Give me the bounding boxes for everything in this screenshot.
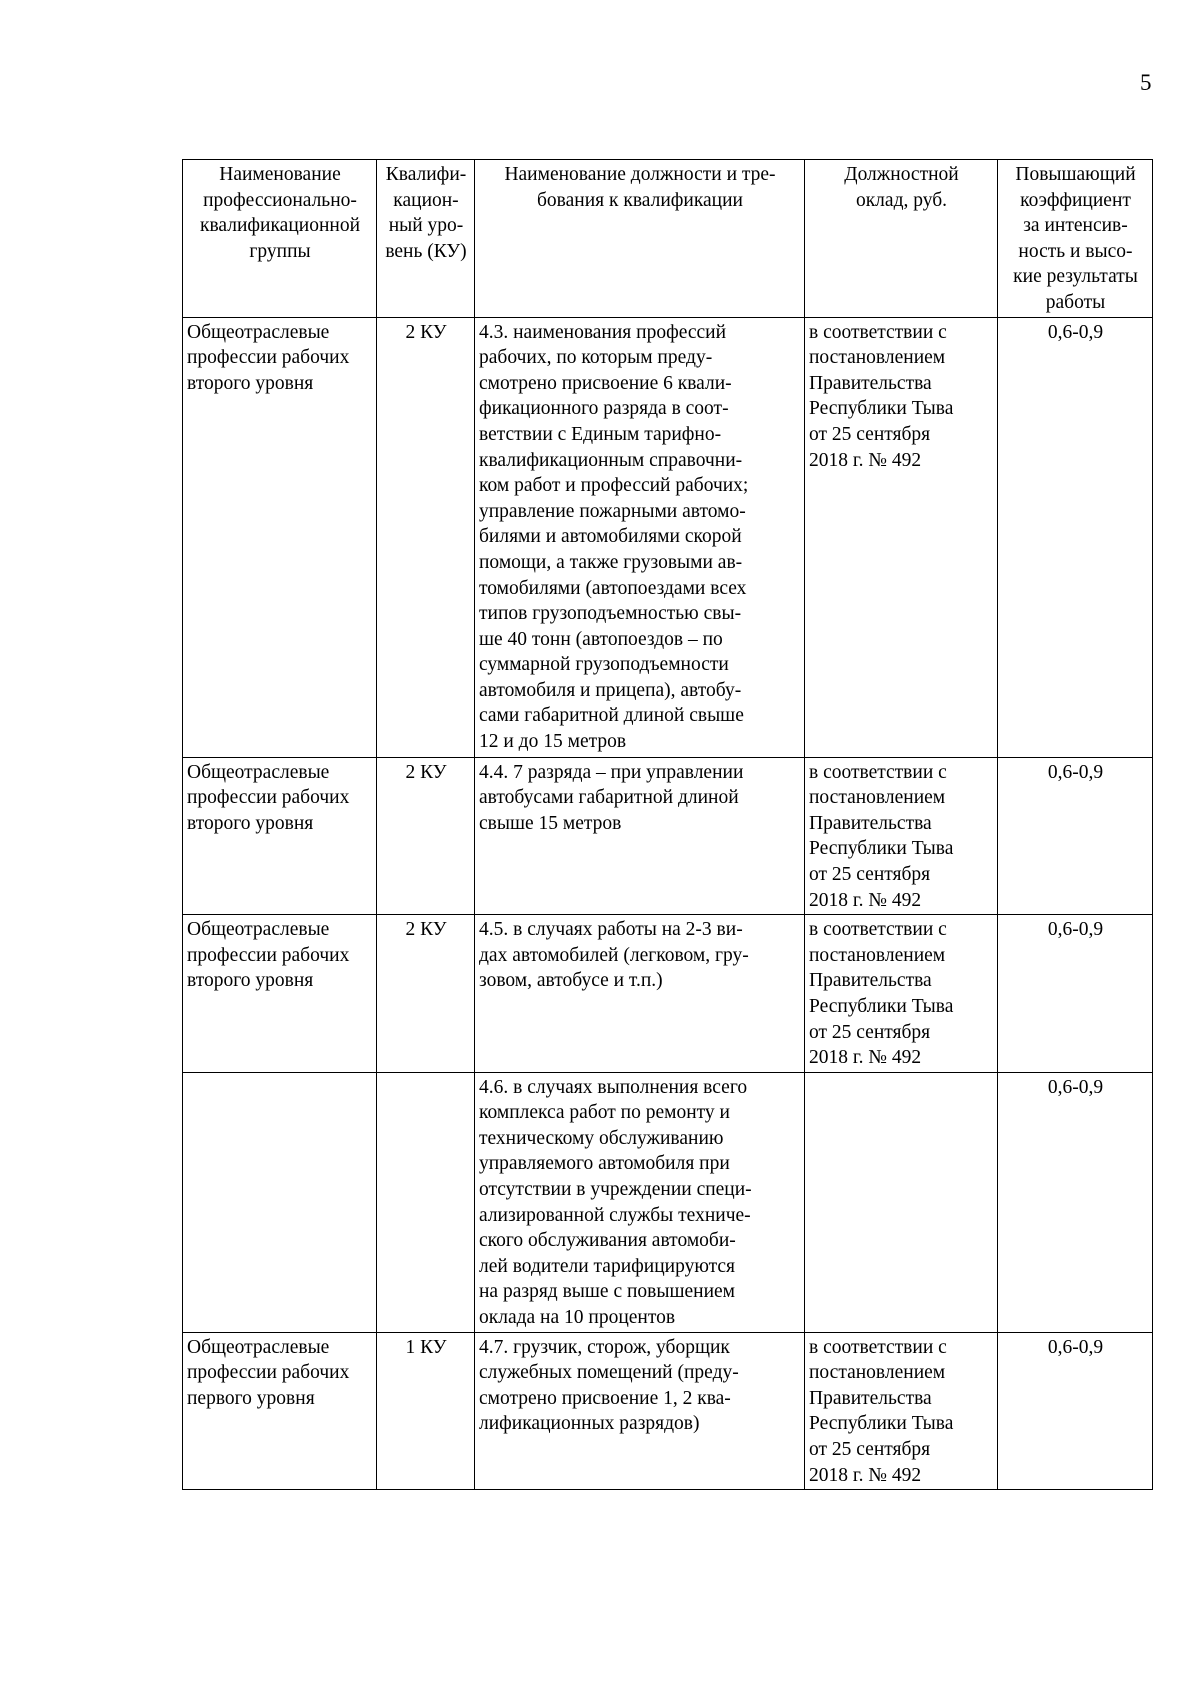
header-group: Наименование профессионально- квалификационной группы xyxy=(183,160,377,318)
cell-coefficient: 0,6-0,9 xyxy=(998,1332,1153,1490)
cell-position: 4.6. в случаях выполнения всего комплекса работ по ремонту и техническому обслуживанию управляемого автомобиля при отсутствии в учреждении специ- ализированной службы техниче- ского обслуживания автомоби- лей водители тарифицируются на разряд выше с повышением оклада на 10 процентов xyxy=(475,1072,805,1332)
cell-group xyxy=(183,1072,377,1332)
table-header-row xyxy=(183,160,1153,318)
cell-level: 1 КУ xyxy=(377,1332,475,1490)
cell-coefficient: 0,6-0,9 xyxy=(998,757,1153,915)
table-row xyxy=(183,1332,1153,1490)
table-row xyxy=(183,757,1153,915)
cell-position: 4.5. в случаях работы на 2-3 ви- дах автомобилей (легковом, гру- зовом, автобусе и т.п.) xyxy=(475,915,805,1073)
cell-position: 4.7. грузчик, сторож, уборщик служебных помещений (преду- смотрено присвоение 1, 2 ква- лификационных разрядов) xyxy=(475,1332,805,1490)
header-position: Наименование должности и тре- бования к квалификации xyxy=(475,160,805,318)
cell-salary xyxy=(805,1072,998,1332)
header-salary: Должностной оклад, руб. xyxy=(805,160,998,318)
cell-group: Общеотраслевые профессии рабочих первого уровня xyxy=(183,1332,377,1490)
table-row xyxy=(183,915,1153,1073)
cell-salary: в соответствии с постановлением Правительства Республики Тыва от 25 сентября 2018 г. № 492 xyxy=(805,915,998,1073)
cell-level: 2 КУ xyxy=(377,915,475,1073)
qualification-table xyxy=(182,159,1153,1490)
header-level: Квалифи- кацион- ный уро- вень (КУ) xyxy=(377,160,475,318)
table-row xyxy=(183,1072,1153,1332)
cell-position: 4.3. наименования профессий рабочих, по которым преду- смотрено присвоение 6 квали- фикационного разряда в соот- ветствии с Единым тарифно- квалификационным справочни- ком работ и профессий рабочих; управление пожарными автомо- билями и автомобилями скорой помощи, а также грузовыми ав- томобилями (автопоездами всех типов грузоподъемностью свы- ше 40 тонн (автопоездов – по суммарной грузоподъемности автомобиля и прицепа), автобу- сами габаритной длиной свыше 12 и до 15 метров xyxy=(475,317,805,757)
cell-group: Общеотраслевые профессии рабочих второго уровня xyxy=(183,915,377,1073)
table-row xyxy=(183,317,1153,757)
cell-salary: в соответствии с постановлением Правительства Республики Тыва от 25 сентября 2018 г. № 492 xyxy=(805,757,998,915)
page-number: 5 xyxy=(1140,70,1152,95)
cell-level: 2 КУ xyxy=(377,317,475,757)
cell-level xyxy=(377,1072,475,1332)
cell-salary: в соответствии с постановлением Правительства Республики Тыва от 25 сентября 2018 г. № 492 xyxy=(805,1332,998,1490)
cell-coefficient: 0,6-0,9 xyxy=(998,317,1153,757)
header-coefficient: Повышающий коэффициент за интенсив- ность и высо- кие результаты работы xyxy=(998,160,1153,318)
cell-coefficient: 0,6-0,9 xyxy=(998,915,1153,1073)
cell-group: Общеотраслевые профессии рабочих второго уровня xyxy=(183,757,377,915)
cell-level: 2 КУ xyxy=(377,757,475,915)
cell-position: 4.4. 7 разряда – при управлении автобусами габаритной длиной свыше 15 метров xyxy=(475,757,805,915)
cell-group: Общеотраслевые профессии рабочих второго уровня xyxy=(183,317,377,757)
cell-salary: в соответствии с постановлением Правительства Республики Тыва от 25 сентября 2018 г. № 492 xyxy=(805,317,998,757)
cell-coefficient: 0,6-0,9 xyxy=(998,1072,1153,1332)
